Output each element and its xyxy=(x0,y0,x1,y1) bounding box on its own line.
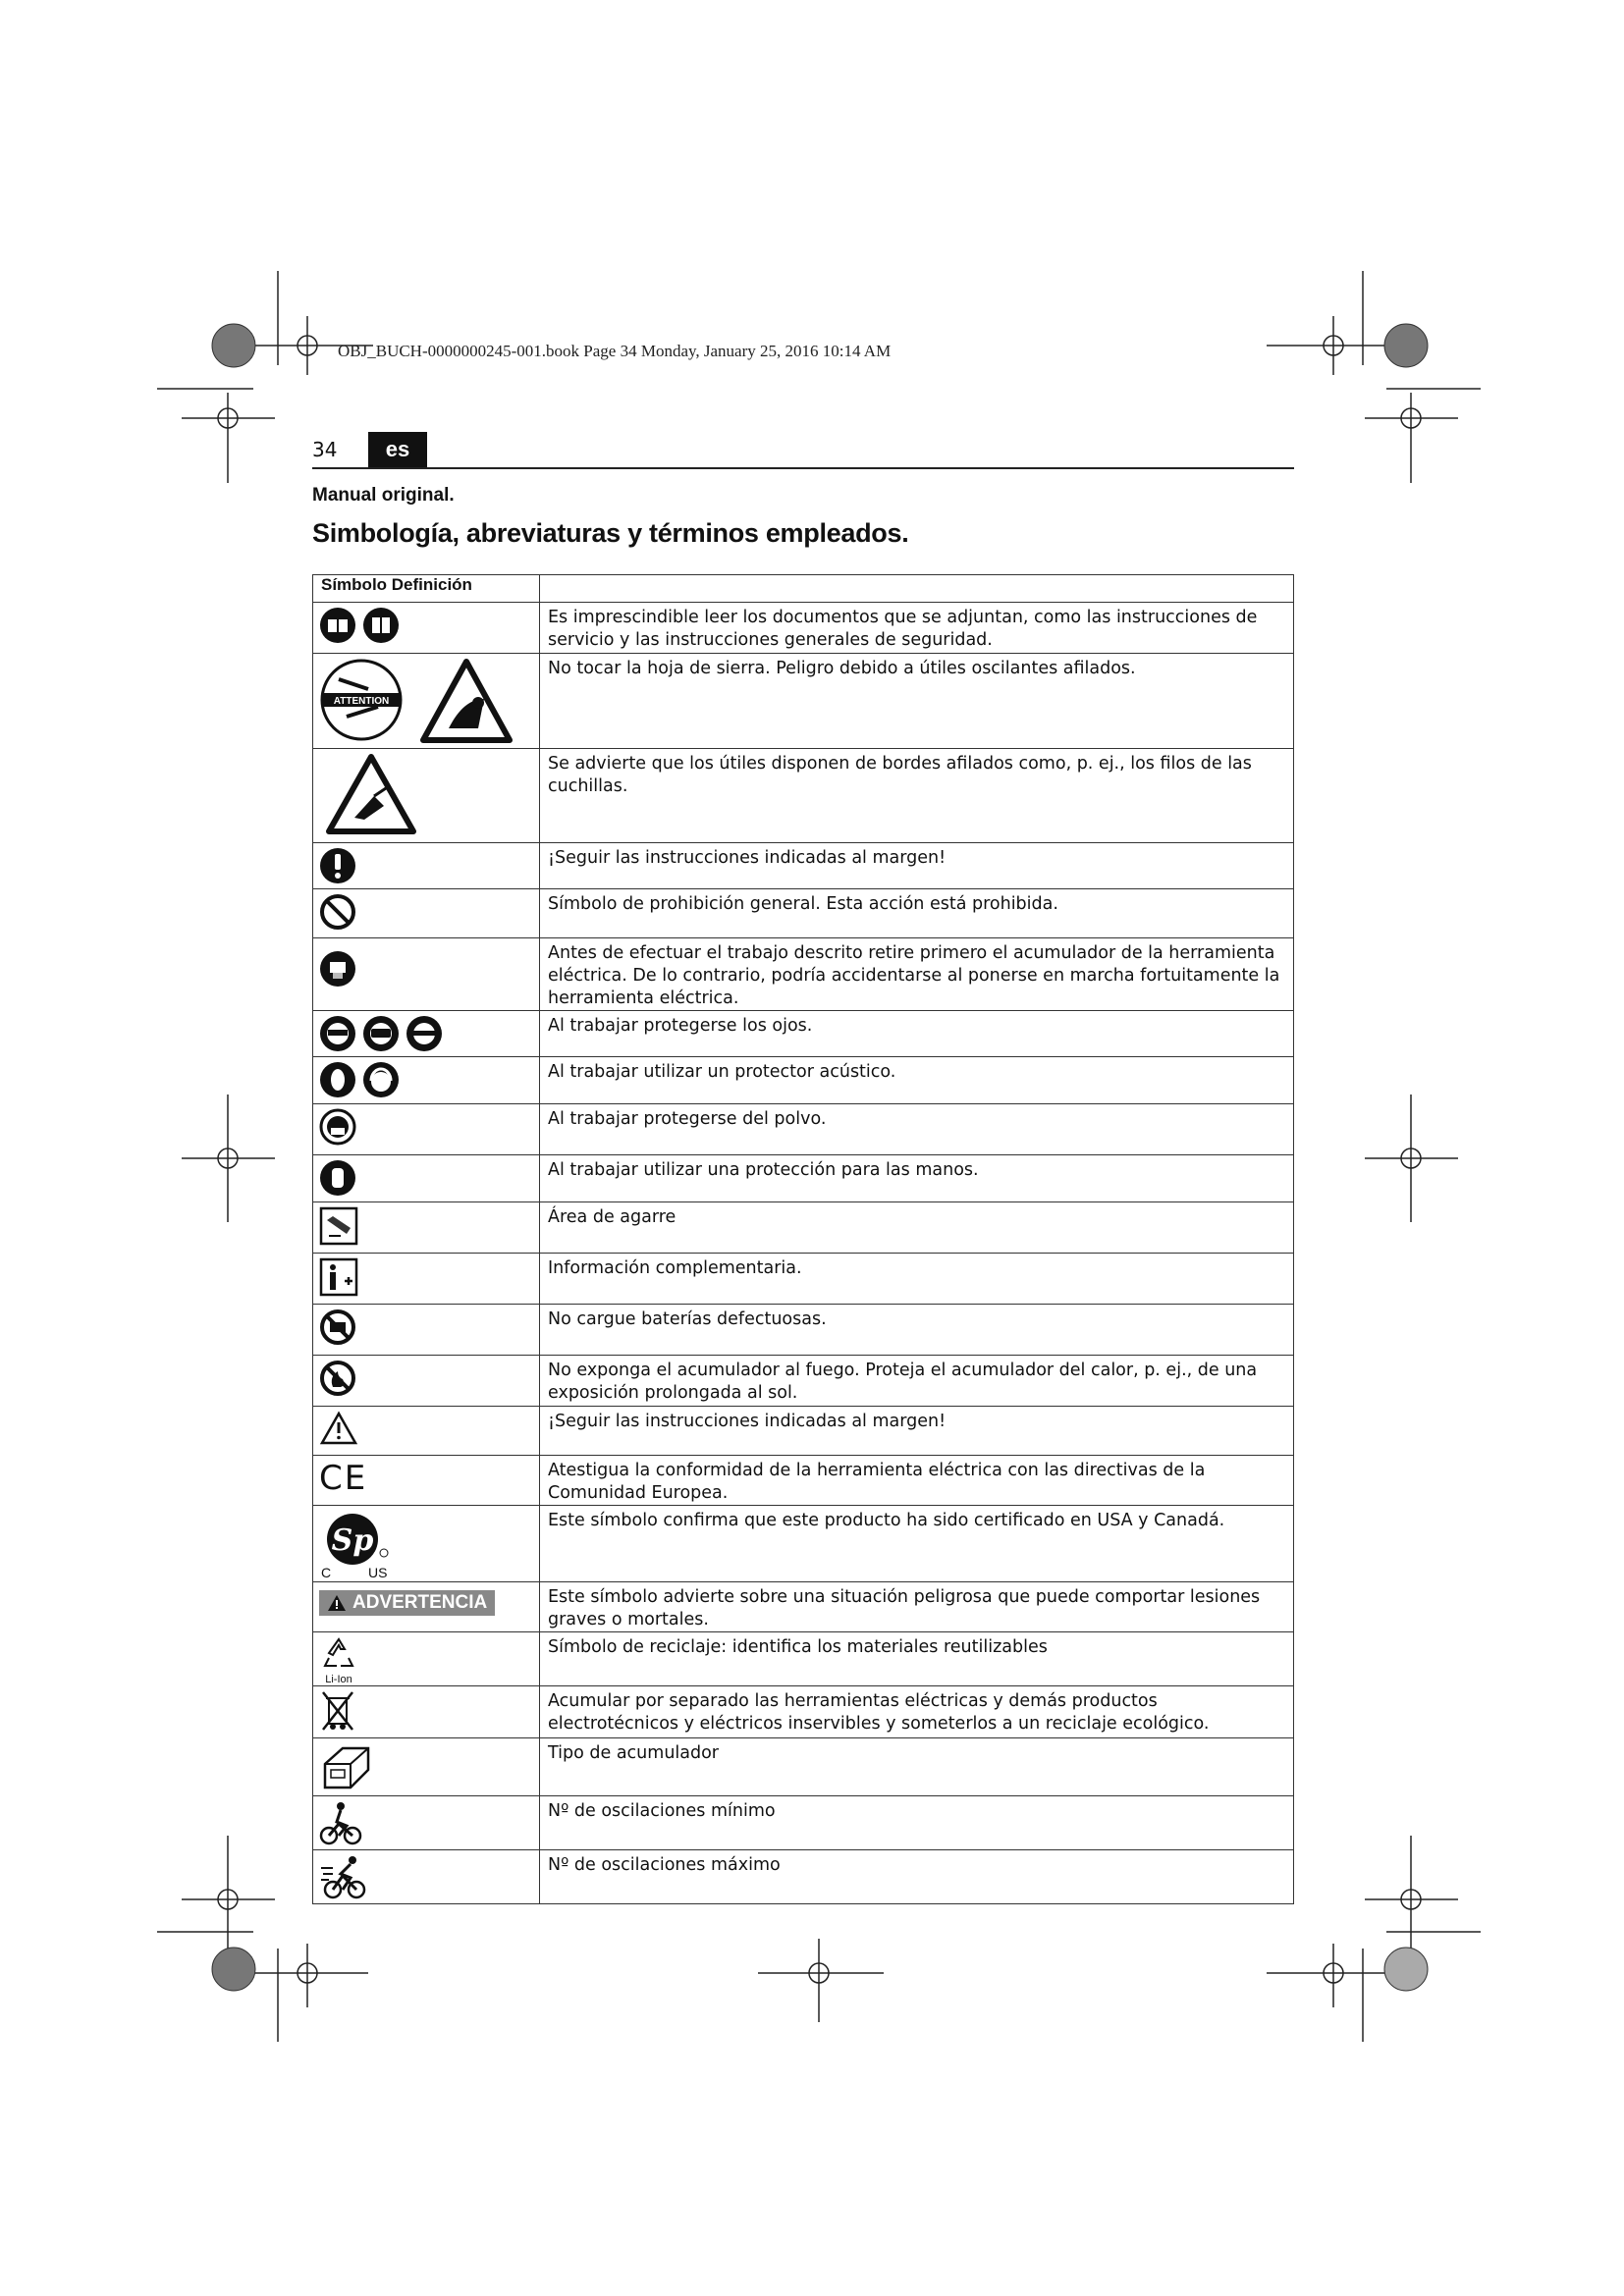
recycle-li-ion-icon xyxy=(319,1636,358,1685)
crosshair-mark xyxy=(1267,1944,1384,2042)
page-title: Simbología, abreviaturas y términos empleados. xyxy=(312,518,909,548)
crosshair-mark xyxy=(758,1939,884,2022)
prohibition-icon xyxy=(319,893,356,931)
crosshair-mark xyxy=(1365,1836,1481,1953)
warning-triangle-icon xyxy=(319,1411,358,1446)
table-row xyxy=(313,1738,1294,1796)
definition-text: Área de agarre xyxy=(540,1202,1294,1254)
table-row xyxy=(313,1011,1294,1057)
definition-text: Al trabajar utilizar una protección para las manos. xyxy=(540,1155,1294,1202)
crosshair-mark xyxy=(1365,1095,1458,1222)
definition-text: Este símbolo confirma que este producto ha sido certificado en USA y Canadá. xyxy=(540,1506,1294,1582)
symbol-table xyxy=(312,574,1294,1904)
definition-text: Al trabajar utilizar un protector acústico. xyxy=(540,1057,1294,1104)
csa-mark-icon xyxy=(319,1510,398,1580)
table-row xyxy=(313,938,1294,1011)
min-oscillation-icon xyxy=(319,1800,362,1845)
table-row xyxy=(313,1850,1294,1904)
crosshair-mark xyxy=(182,1095,275,1222)
table-row xyxy=(313,1456,1294,1506)
ce-mark-icon: CE xyxy=(319,1459,368,1498)
page-number: 34 xyxy=(312,438,338,461)
attention-label: ATTENTION xyxy=(333,696,390,707)
recycle-label: Li-Ion xyxy=(325,1674,352,1685)
table-row xyxy=(313,1305,1294,1356)
definition-text: Este símbolo advierte sobre una situación peligrosa que puede comportar lesiones graves o mortales. xyxy=(540,1582,1294,1632)
sharp-edges-warning-icon xyxy=(325,753,417,835)
definition-text: Acumular por separado las herramientas eléctricas y demás productos electrotécnicos y eléctricos inservibles y someterlos a un reciclaje ecológico. xyxy=(540,1686,1294,1738)
definition-text: Nº de oscilaciones mínimo xyxy=(540,1796,1294,1850)
read-manual-icon xyxy=(319,607,356,644)
alert-triangle-icon xyxy=(327,1594,347,1612)
blade-hazard-triangle-icon xyxy=(419,658,514,744)
csa-c-label: C xyxy=(321,1565,332,1580)
color-wheel-mark xyxy=(212,1948,255,1991)
crosshair-mark xyxy=(1267,271,1384,375)
subtitle: Manual original. xyxy=(312,485,455,506)
dust-mask-icon xyxy=(319,1108,356,1146)
table-row xyxy=(313,1632,1294,1686)
definition-text: No exponga el acumulador al fuego. Proteja el acumulador del calor, p. ej., de una exposición prolongada al sol. xyxy=(540,1356,1294,1407)
definition-text: Atestigua la conformidad de la herramienta eléctrica con las directivas de la Comunidad Europea. xyxy=(540,1456,1294,1506)
definition-text: Información complementaria. xyxy=(540,1254,1294,1305)
definition-text: Símbolo de prohibición general. Esta acción está prohibida. xyxy=(540,889,1294,938)
definition-text: Símbolo de reciclaje: identifica los materiales reutilizables xyxy=(540,1632,1294,1686)
color-wheel-mark xyxy=(212,324,255,367)
definition-text: ¡Seguir las instrucciones indicadas al margen! xyxy=(540,843,1294,889)
table-row xyxy=(313,1057,1294,1104)
language-tag: es xyxy=(368,432,427,467)
definition-text: Se advierte que los útiles disponen de bordes afilados como, p. ej., los filos de las cuchillas. xyxy=(540,749,1294,843)
table-row xyxy=(313,1407,1294,1456)
table-row xyxy=(313,1155,1294,1202)
crosshair-mark xyxy=(157,1836,275,1953)
color-wheel-mark xyxy=(1384,1948,1428,1991)
table-row xyxy=(313,1506,1294,1582)
ear-muffs-icon xyxy=(362,1061,400,1098)
table-row xyxy=(313,1356,1294,1407)
table-row xyxy=(313,603,1294,654)
definition-text: Al trabajar protegerse los ojos. xyxy=(540,1011,1294,1057)
grip-area-icon xyxy=(319,1206,358,1246)
weee-bin-icon xyxy=(319,1690,356,1734)
remove-battery-icon xyxy=(319,950,356,988)
table-header-row xyxy=(313,575,1294,603)
max-oscillation-icon xyxy=(319,1854,368,1899)
advertencia-badge xyxy=(319,1590,495,1616)
svg-text:Sp: Sp xyxy=(331,1523,374,1558)
definition-text: Antes de efectuar el trabajo descrito retire primero el acumulador de la herramienta eléctrica. De lo contrario, podría accidentarse al ponerse en marcha fortuitamente la herramienta eléctrica. xyxy=(540,938,1294,1011)
info-plus-icon xyxy=(319,1257,358,1297)
definition-text: Tipo de acumulador xyxy=(540,1738,1294,1796)
hand-protection-icon xyxy=(319,1159,356,1197)
table-row xyxy=(313,1104,1294,1155)
definition-text: No cargue baterías defectuosas. xyxy=(540,1305,1294,1356)
table-row xyxy=(313,1254,1294,1305)
definition-text: Es imprescindible leer los documentos que se adjuntan, como las instrucciones de servicio y las instrucciones generales de seguridad. xyxy=(540,603,1294,654)
table-row xyxy=(313,749,1294,843)
crosshair-mark xyxy=(1365,389,1481,483)
crosshair-mark xyxy=(157,389,275,483)
definition-text: Al trabajar protegerse del polvo. xyxy=(540,1104,1294,1155)
battery-type-icon xyxy=(319,1742,372,1791)
table-row xyxy=(313,1202,1294,1254)
table-row xyxy=(313,1796,1294,1850)
eye-protection-icon xyxy=(319,1015,356,1052)
table-row xyxy=(313,654,1294,749)
definition-text: No tocar la hoja de sierra. Peligro debido a útiles oscilantes afilados. xyxy=(540,654,1294,749)
no-defective-battery-icon xyxy=(319,1308,356,1346)
header-rule xyxy=(312,467,1294,469)
crosshair-mark xyxy=(253,1944,368,2042)
do-not-touch-blade-icon xyxy=(319,658,404,742)
table-row xyxy=(313,1582,1294,1632)
column-header xyxy=(540,575,1294,603)
table-row xyxy=(313,1686,1294,1738)
mandatory-exclamation-icon xyxy=(319,847,356,884)
table-row xyxy=(313,843,1294,889)
ear-protection-icon xyxy=(319,1061,356,1098)
advertencia-label: ADVERTENCIA xyxy=(352,1592,488,1613)
csa-us-label: US xyxy=(368,1565,388,1580)
book-icon xyxy=(362,607,400,644)
definition-text: ¡Seguir las instrucciones indicadas al margen! xyxy=(540,1407,1294,1456)
safety-goggles-icon xyxy=(406,1015,443,1052)
no-fire-battery-icon xyxy=(319,1360,356,1397)
column-header: Símbolo Definición xyxy=(313,575,540,603)
definition-text: Nº de oscilaciones máximo xyxy=(540,1850,1294,1904)
color-wheel-mark xyxy=(1384,324,1428,367)
table-row xyxy=(313,889,1294,938)
face-shield-icon xyxy=(362,1015,400,1052)
book-header: OBJ_BUCH-0000000245-001.book Page 34 Monday, January 25, 2016 10:14 AM xyxy=(338,342,892,360)
